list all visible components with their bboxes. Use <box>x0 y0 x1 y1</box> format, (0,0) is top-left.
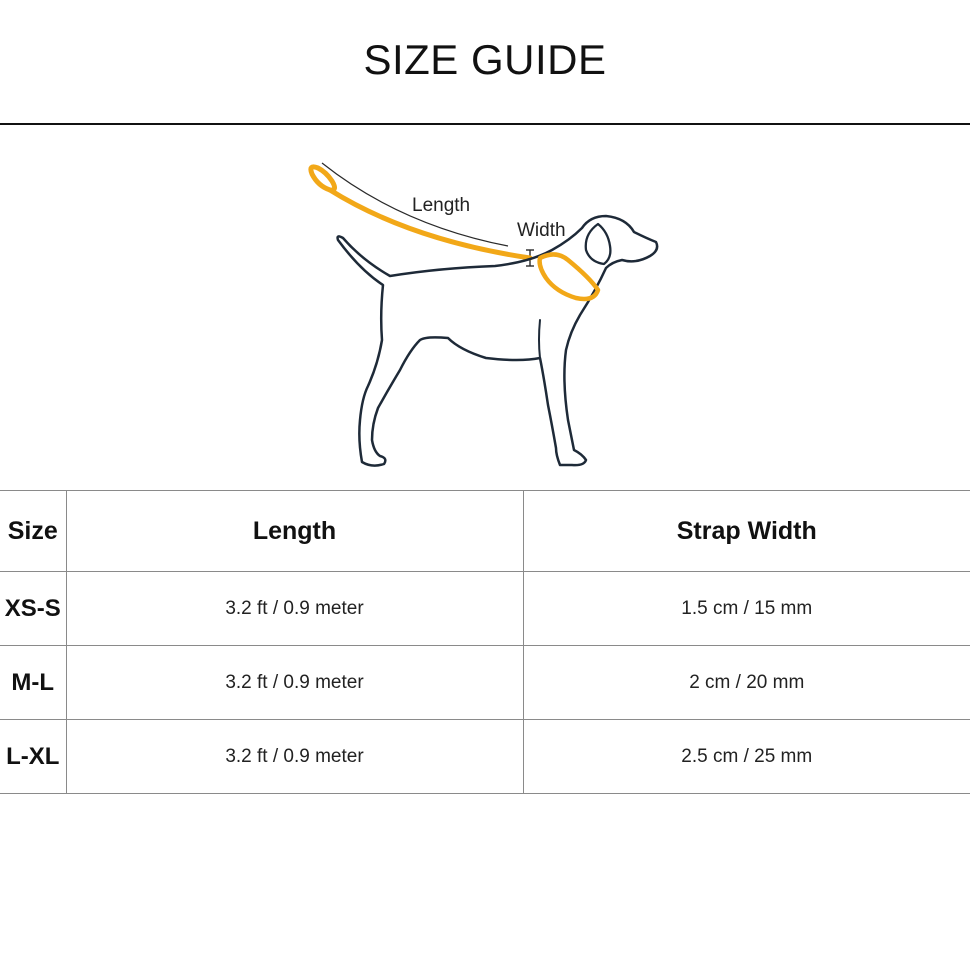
row-length: 3.2 ft / 0.9 meter <box>66 572 523 646</box>
row-length: 3.2 ft / 0.9 meter <box>66 646 523 720</box>
row-size: M-L <box>0 646 66 720</box>
row-strap-width: 1.5 cm / 15 mm <box>523 572 970 646</box>
dog-leash-illustration <box>300 150 670 475</box>
width-label: Width <box>517 220 566 241</box>
row-size: XS-S <box>0 572 66 646</box>
header-size: Size <box>0 491 66 572</box>
header-strap-width: Strap Width <box>523 491 970 572</box>
row-length: 3.2 ft / 0.9 meter <box>66 720 523 794</box>
row-strap-width: 2 cm / 20 mm <box>523 646 970 720</box>
dog-leash-icon <box>300 150 670 475</box>
table-row <box>0 720 970 794</box>
length-label: Length <box>412 195 471 216</box>
table-row <box>0 572 970 646</box>
dog-collar <box>540 254 598 299</box>
header-length: Length <box>66 491 523 572</box>
row-size: L-XL <box>0 720 66 794</box>
dog-ear <box>586 224 611 264</box>
size-table <box>0 490 970 794</box>
title-divider <box>0 123 970 125</box>
page-title: SIZE GUIDE <box>363 36 607 83</box>
table-header-row <box>0 491 970 572</box>
table-row <box>0 646 970 720</box>
row-strap-width: 2.5 cm / 25 mm <box>523 720 970 794</box>
dog-inner-leg <box>539 320 540 358</box>
